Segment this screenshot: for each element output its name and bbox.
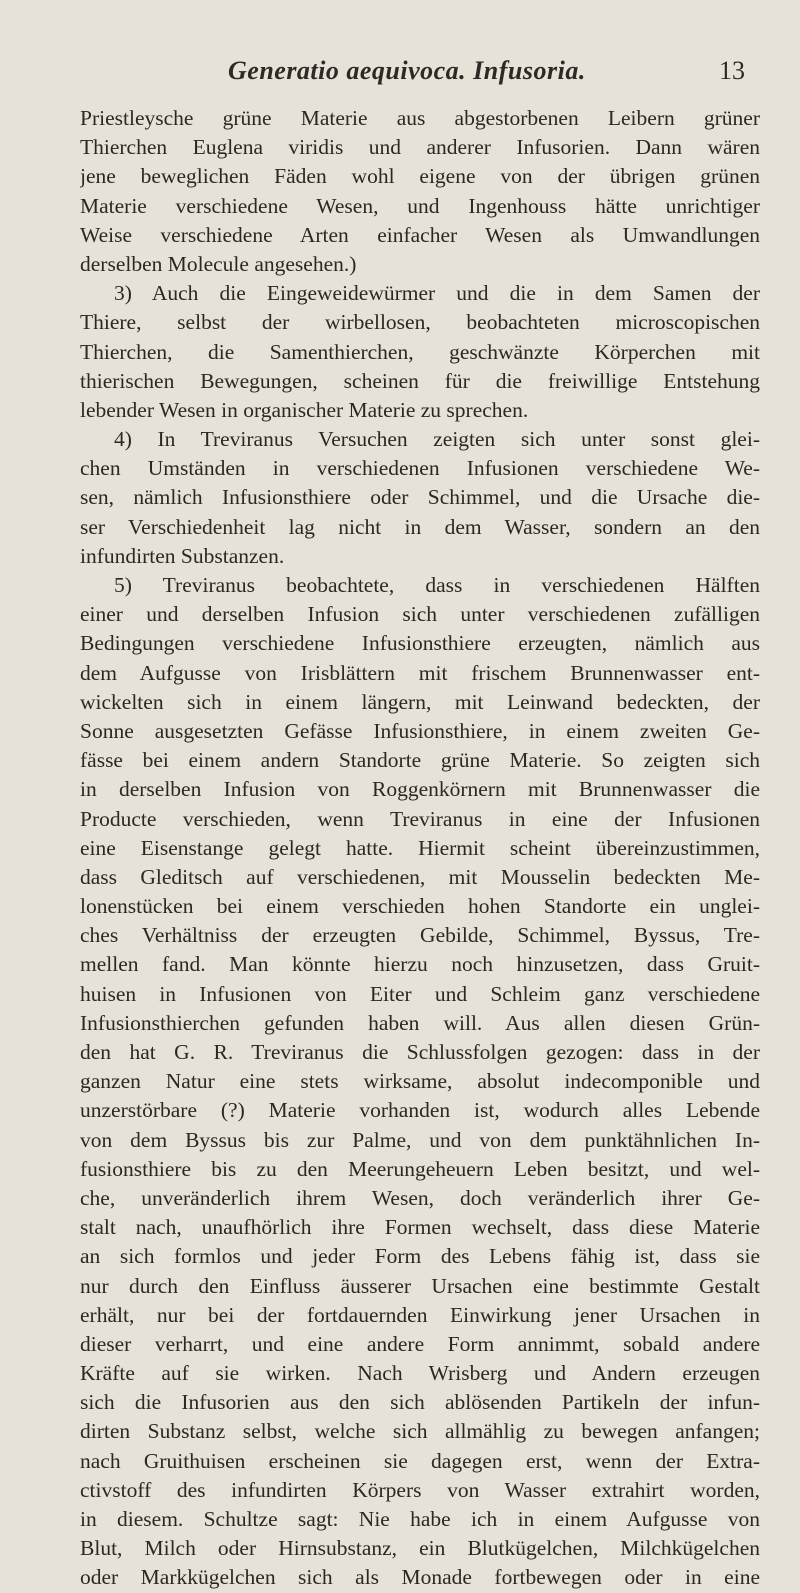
text-line: Weise verschiedene Arten einfacher Wesen als Umwandlungen xyxy=(80,222,760,247)
text-line: ches Verhältniss der erzeugten Gebilde, Schimmel, Byssus, Tre- xyxy=(80,923,760,948)
text-line: in diesem. Schultze sagt: Nie habe ich in einem Aufgusse von xyxy=(80,1507,760,1531)
text-line: huisen in Infusionen von Eiter und Schleim ganz verschiedene xyxy=(80,981,760,1006)
page-header xyxy=(0,56,800,88)
text-line: oder Markkügelchen sich als Monade fortbewegen oder in eine xyxy=(80,1565,760,1590)
text-line: che, unveränderlich ihrem Wesen, doch veränderlich ihrer Ge- xyxy=(80,1185,760,1210)
text-line: Producte verschieden, wenn Treviranus in eine der Infusionen xyxy=(80,806,760,831)
text-line: infundirten Substanzen. xyxy=(80,543,285,568)
text-line: dem Aufgusse von Irisblättern mit frischem Brunnenwasser ent- xyxy=(80,660,760,685)
text-line: Sonne ausgesetzten Gefässe Infusionsthiere, in einem zweiten Ge- xyxy=(80,718,760,743)
text-line: derselben Molecule angesehen.) xyxy=(80,251,357,276)
text-line: Kräfte auf sie wirken. Nach Wrisberg und Andern erzeugen xyxy=(80,1361,760,1386)
text-line: nur durch den Einfluss äusserer Ursachen eine bestimmte Gestalt xyxy=(80,1273,760,1298)
text-line: Bedingungen verschiedene Infusionsthiere erzeugten, nämlich aus xyxy=(80,631,760,656)
text-line: Infusionsthierchen gefunden haben will. Aus allen diesen Grün- xyxy=(80,1010,760,1035)
text-line: einer und derselben Infusion sich unter verschiedenen zufälligen xyxy=(80,602,760,627)
page-number: 13 xyxy=(719,56,745,85)
text-line: 4) In Treviranus Versuchen zeigten sich unter sonst glei- xyxy=(114,427,760,452)
text-line: wickelten sich in einem längern, mit Leinwand bedeckten, der xyxy=(80,689,760,714)
text-line: mellen fand. Man könnte hierzu noch hinzusetzen, dass Gruit- xyxy=(80,952,760,977)
text-line: stalt nach, unaufhörlich ihre Formen wechselt, dass diese Materie xyxy=(80,1215,760,1240)
text-line: thierischen Bewegungen, scheinen für die freiwillige Entstehung xyxy=(80,368,760,393)
text-line: sen, nämlich Infusionsthiere oder Schimmel, und die Ursache die- xyxy=(80,485,760,510)
text-line: Materie verschiedene Wesen, und Ingenhouss hätte unrichtiger xyxy=(80,193,760,218)
text-line: ctivstoff des infundirten Körpers von Wasser extrahirt worden, xyxy=(80,1477,760,1502)
text-line: fässe bei einem andern Standorte grüne Materie. So zeigten sich xyxy=(80,748,760,773)
text-line: an sich formlos und jeder Form des Lebens fähig ist, dass sie xyxy=(80,1244,760,1269)
text-line: dass Gleditsch auf verschiedenen, mit Mousselin bedeckten Me- xyxy=(80,864,760,889)
text-line: 5) Treviranus beobachtete, dass in verschiedenen Hälften xyxy=(114,573,760,597)
text-line: ganzen Natur eine stets wirksame, absolut indecomponible und xyxy=(80,1069,760,1094)
text-line: fusionsthiere bis zu den Meerungeheuern Leben besitzt, und wel- xyxy=(80,1156,760,1181)
text-line: jene beweglichen Fäden wohl eigene von der übrigen grünen xyxy=(80,164,760,189)
body-text xyxy=(80,104,760,1593)
text-line: Priestleysche grüne Materie aus abgestorbenen Leibern grüner xyxy=(80,106,760,130)
text-line: 3) Auch die Eingeweidewürmer und die in dem Samen der xyxy=(114,281,760,306)
text-line: Thierchen, die Samenthierchen, geschwänzte Körperchen mit xyxy=(80,339,760,364)
text-line: Blut, Milch oder Hirnsubstanz, ein Blutkügelchen, Milchkügelchen xyxy=(80,1536,760,1561)
text-line: erhält, nur bei der fortdauernden Einwirkung jener Ursachen in xyxy=(80,1302,760,1327)
text-line: dirten Substanz selbst, welche sich allmählig zu bewegen anfangen; xyxy=(80,1419,760,1444)
text-line: dieser verharrt, und eine andere Form annimmt, sobald andere xyxy=(80,1331,760,1356)
text-line: lonenstücken bei einem verschieden hohen Standorte ein unglei- xyxy=(80,894,760,919)
text-line: eine Eisenstange gelegt hatte. Hiermit scheint übereinzustimmen, xyxy=(80,835,760,860)
text-line: sich die Infusorien aus den sich ablösenden Partikeln der infun- xyxy=(80,1390,760,1415)
text-line: ser Verschiedenheit lag nicht in dem Wasser, sondern an den xyxy=(80,514,760,539)
text-line: den hat G. R. Treviranus die Schlussfolgen gezogen: dass in der xyxy=(80,1040,760,1064)
text-line: Thiere, selbst der wirbellosen, beobachteten microscopischen xyxy=(80,310,760,335)
text-line: nach Gruithuisen erscheinen sie dagegen erst, wenn der Extra- xyxy=(80,1448,760,1473)
text-line: in derselben Infusion von Roggenkörnern mit Brunnenwasser die xyxy=(80,777,760,802)
text-line: Thierchen Euglena viridis und anderer Infusorien. Dann wären xyxy=(80,135,760,160)
text-line: unzerstörbare (?) Materie vorhanden ist, wodurch alles Lebende xyxy=(80,1098,760,1123)
running-title: Generatio aequivoca. Infusoria. xyxy=(228,56,586,85)
text-line: lebender Wesen in organischer Materie zu sprechen. xyxy=(80,397,529,422)
text-line: von dem Byssus bis zur Palme, und von dem punktähnlichen In- xyxy=(80,1127,760,1152)
text-line: chen Umständen in verschiedenen Infusionen verschiedene We- xyxy=(80,456,760,481)
